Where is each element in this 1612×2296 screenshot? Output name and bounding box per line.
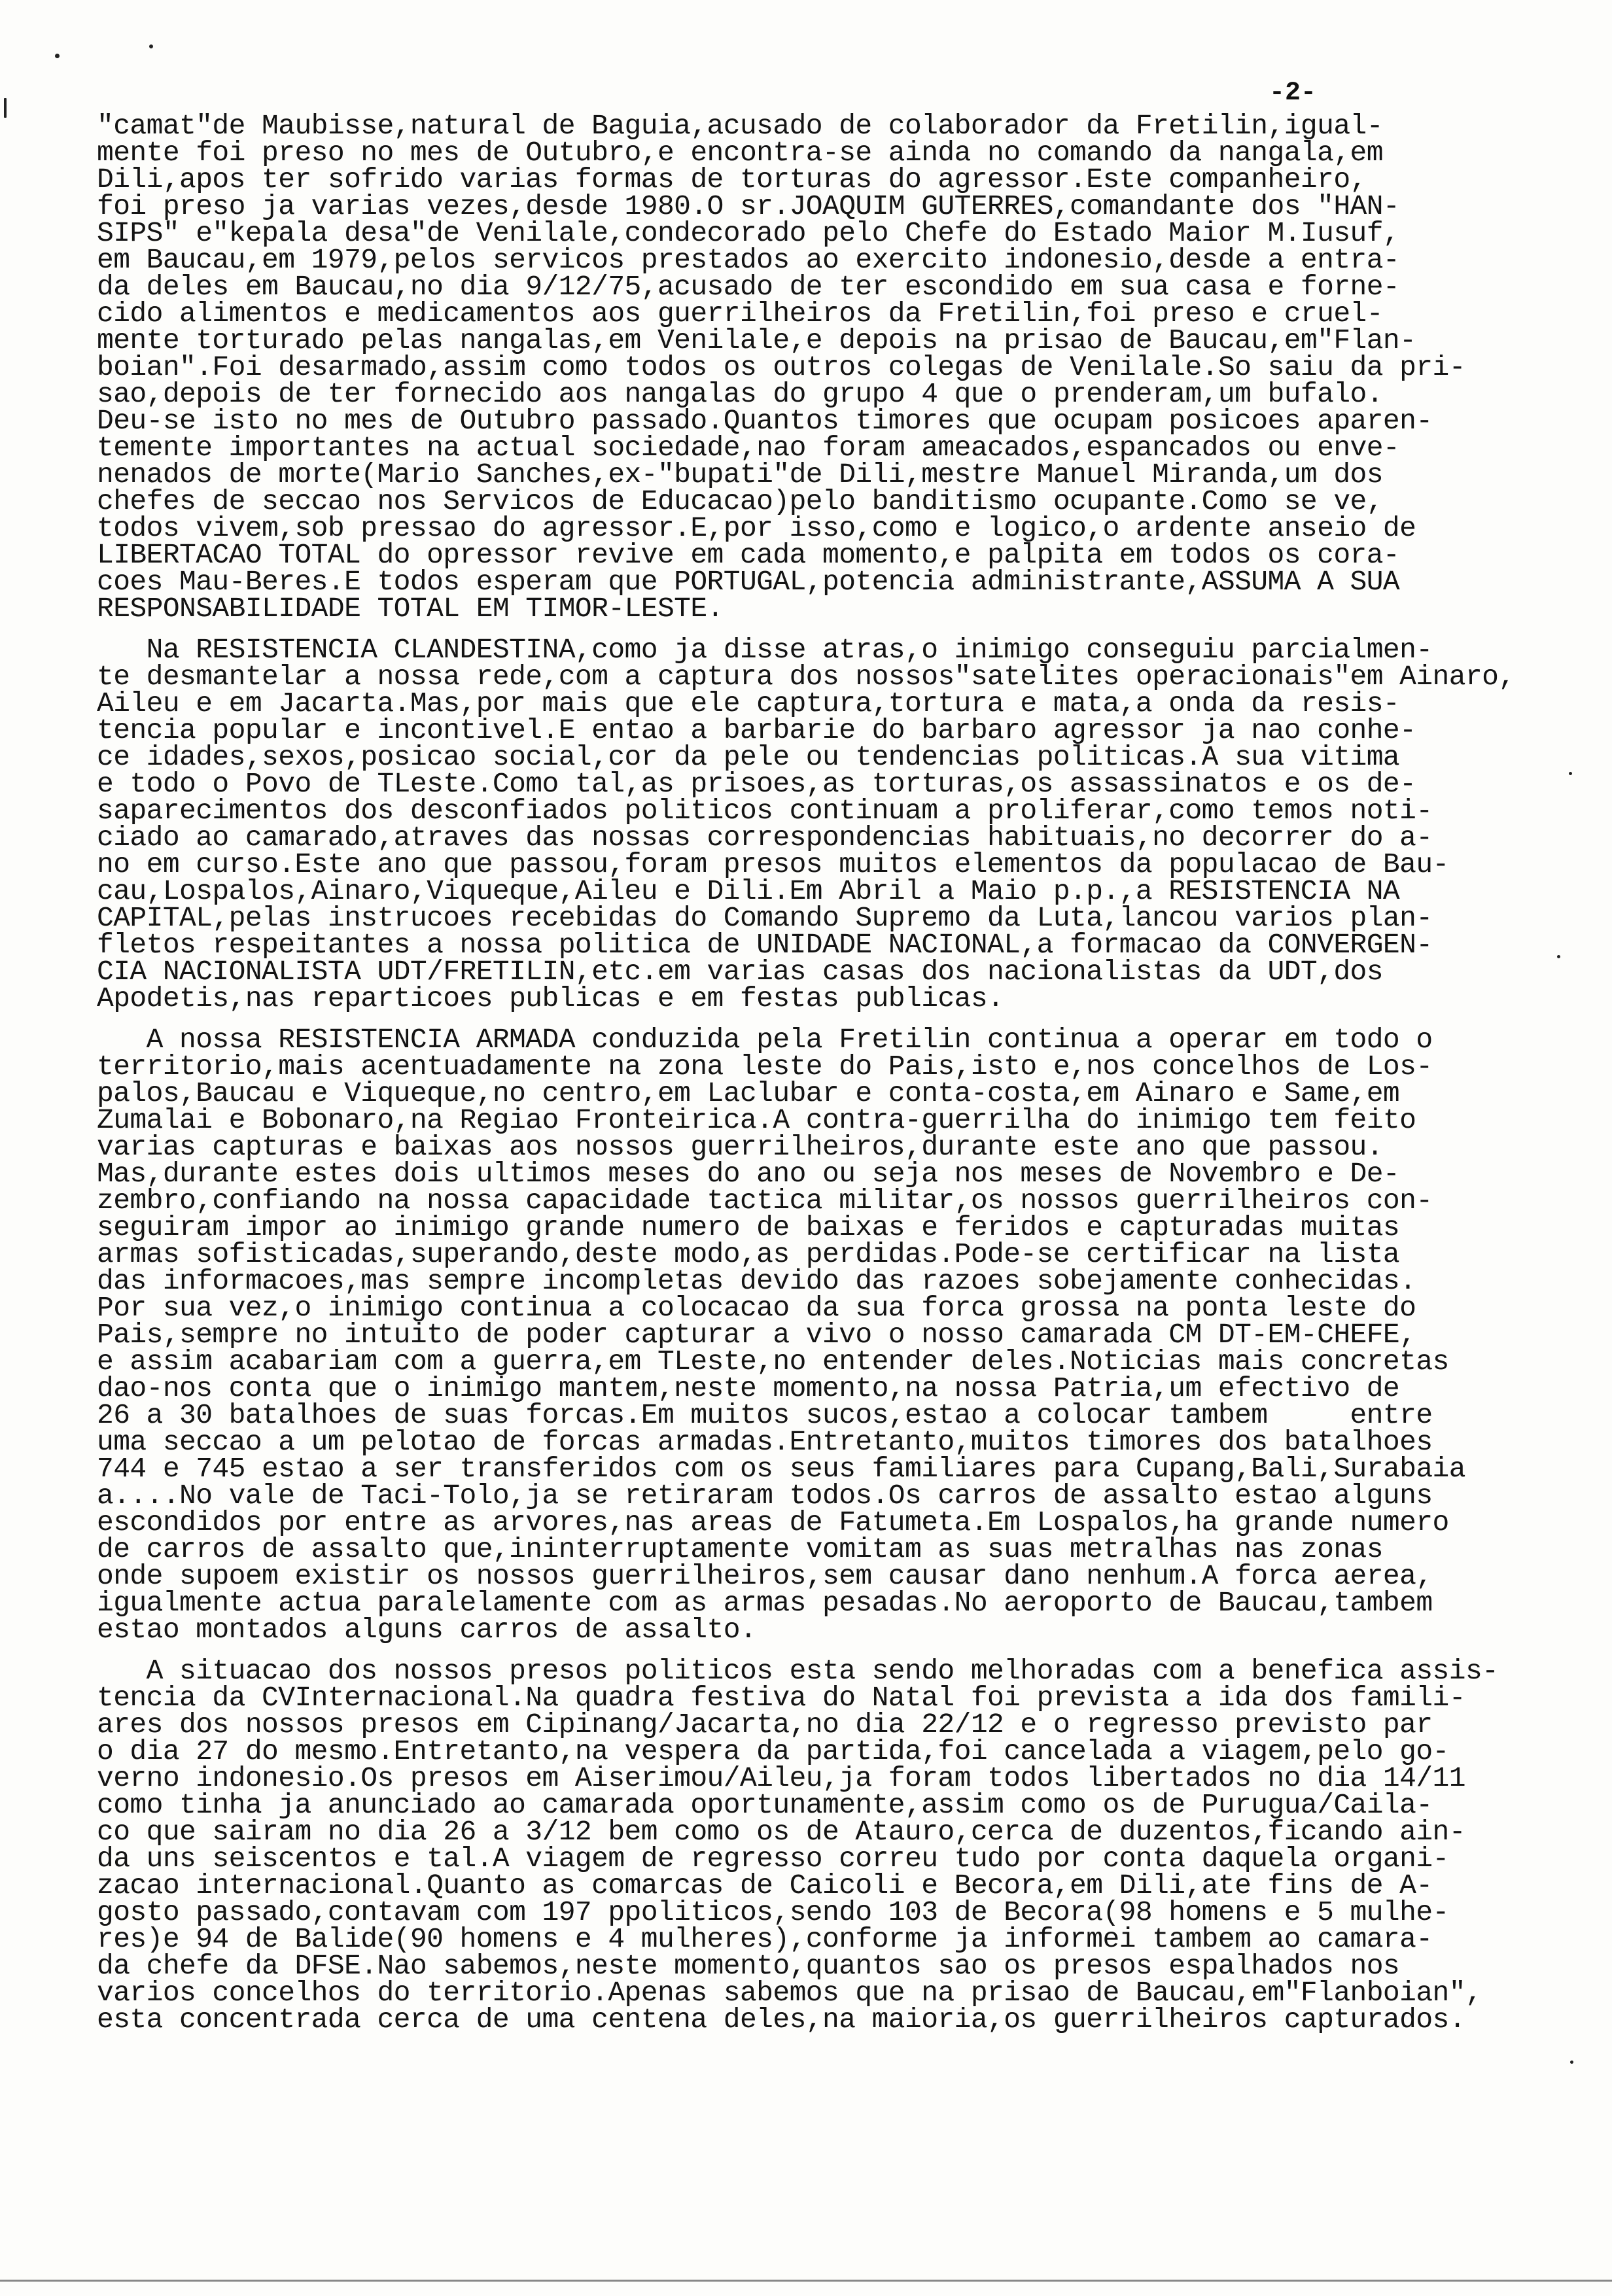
text-line: foi preso ja varias vezes,desde 1980.O sr.JOAQUIM GUTERRES,comandante dos "HAN-	[97, 190, 1400, 222]
text-line: sao,depois de ter fornecido aos nangalas do grupo 4 que o prenderam,um bufalo.	[97, 378, 1383, 410]
text-line: varias capturas e baixas aos nossos guerrilheiros,durante este ano que passou.	[97, 1131, 1383, 1163]
text-line: cido alimentos e medicamentos aos guerrilheiros da Fretilin,foi preso e cruel-	[97, 298, 1383, 330]
text-line: verno indonesio.Os presos em Aiserimou/Aileu,ja foram todos libertados no dia 14/11	[97, 1762, 1465, 1794]
text-line: e todo o Povo de TLeste.Como tal,as prisoes,as torturas,os assassinatos e os de-	[97, 768, 1416, 800]
text-line: palos,Baucau e Viqueque,no centro,em Laclubar e conta-costa,em Ainaro e Same,em	[97, 1077, 1400, 1109]
page-number: -2-	[1269, 78, 1317, 108]
text-line: Zumalai e Bobonaro,na Regiao Fronteirica.A contra-guerrilha do inimigo tem feito	[97, 1104, 1416, 1136]
text-line: da deles em Baucau,no dia 9/12/75,acusado de ter escondido em sua casa e forne-	[97, 271, 1400, 303]
text-line: boian".Foi desarmado,assim como todos os outros colegas de Venilale.So saiu da pri-	[97, 351, 1465, 383]
text-line: Dili,apos ter sofrido varias formas de torturas do agressor.Este companheiro,	[97, 164, 1367, 196]
text-line: Apodetis,nas reparticoes publicas e em festas publicas.	[97, 983, 1004, 1015]
page-edge-line	[0, 2280, 1612, 2282]
text-line: seguiram impor ao inimigo grande numero de baixas e feridos e capturadas muitas	[97, 1211, 1400, 1244]
text-line: onde supoem existir os nossos guerrilheiros,sem causar dano nenhum.A forca aerea,	[97, 1560, 1433, 1592]
text-line: 26 a 30 batalhoes de suas forcas.Em muitos sucos,estao a colocar tambem entre	[97, 1399, 1433, 1431]
text-line: temente importantes na actual sociedade,nao foram ameacados,espancados ou enve-	[97, 432, 1400, 464]
scan-speck	[55, 54, 60, 58]
text-line: Por sua vez,o inimigo continua a colocacao da sua forca grossa na ponta leste do	[97, 1292, 1416, 1324]
text-line: Na RESISTENCIA CLANDESTINA,como ja disse atras,o inimigo conseguiu parcialmen-	[97, 634, 1433, 666]
text-line: no em curso.Este ano que passou,foram presos muitos elementos da populacao de Bau-	[97, 848, 1449, 880]
text-line: zacao internacional.Quanto as comarcas de Caicoli e Becora,em Dili,ate fins de A-	[97, 1870, 1433, 1902]
text-line: A nossa RESISTENCIA ARMADA conduzida pela Fretilin continua a operar em todo o	[97, 1024, 1433, 1056]
text-line: res)e 94 de Balide(90 homens e 4 mulheres),conforme ja informei tambem ao camara-	[97, 1923, 1433, 1955]
text-line: SIPS" e"kepala desa"de Venilale,condecorado pelo Chefe do Estado Maior M.Iusuf,	[97, 217, 1400, 249]
text-line: Pais,sempre no intuito de poder capturar a vivo o nosso camarada CM DT-EM-CHEFE,	[97, 1319, 1416, 1351]
text-line: armas sofisticadas,superando,deste modo,as perdidas.Pode-se certificar na lista	[97, 1238, 1400, 1270]
paragraph-3	[97, 1024, 1523, 1646]
text-line: Aileu e em Jacarta.Mas,por mais que ele captura,tortura e mata,a onda da resis-	[97, 687, 1400, 720]
text-line: co que sairam no dia 26 a 3/12 bem como os de Atauro,cerca de duzentos,ficando ain-	[97, 1816, 1465, 1848]
text-line: te desmantelar a nossa rede,com a captura dos nossos"satelites operacionais"em Ainaro,	[97, 661, 1515, 693]
text-line: "camat"de Maubisse,natural de Baguia,acusado de colaborador da Fretilin,igual-	[97, 110, 1383, 142]
scan-speck	[1569, 772, 1572, 775]
text-line: territorio,mais acentuadamente na zona leste do Pais,isto e,nos concelhos de Los-	[97, 1051, 1433, 1083]
text-line: mente torturado pelas nangalas,em Venilale,e depois na prisao de Baucau,em"Flan-	[97, 324, 1416, 357]
text-line: A situacao dos nossos presos politicos esta sendo melhoradas com a benefica assis-	[97, 1655, 1499, 1687]
text-line: da chefe da DFSE.Nao sabemos,neste momento,quantos sao os presos espalhados nos	[97, 1950, 1400, 1982]
text-line: a....No vale de Taci-Tolo,ja se retiraram todos.Os carros de assalto estao alguns	[97, 1480, 1433, 1512]
text-line: estao montados alguns carros de assalto.	[97, 1614, 757, 1646]
text-line: fletos respeitantes a nossa politica de UNIDADE NACIONAL,a formacao da CONVERGEN-	[97, 929, 1433, 961]
text-line: saparecimentos dos desconfiados politicos continuam a proliferar,como temos noti-	[97, 795, 1433, 827]
text-line: RESPONSABILIDADE TOTAL EM TIMOR-LESTE.	[97, 593, 724, 625]
text-line: LIBERTACAO TOTAL do opressor revive em cada momento,e palpita em todos os cora-	[97, 539, 1400, 571]
text-line: varios concelhos do territorio.Apenas sabemos que na prisao de Baucau,em"Flanboian",	[97, 1977, 1482, 2009]
text-line: chefes de seccao nos Servicos de Educacao)pelo banditismo ocupante.Como se ve,	[97, 485, 1383, 517]
text-line: igualmente actua paralelamente com as armas pesadas.No aeroporto de Baucau,tambem	[97, 1587, 1433, 1619]
scan-speck	[1557, 955, 1560, 958]
paragraph-2	[97, 634, 1523, 1015]
scan-speck	[149, 44, 153, 48]
text-line: zembro,confiando na nossa capacidade tactica militar,os nossos guerrilheiros con-	[97, 1185, 1433, 1217]
paragraph-4	[97, 1655, 1523, 2036]
text-line: CIA NACIONALISTA UDT/FRETILIN,etc.em varias casas dos nacionalistas da UDT,dos	[97, 956, 1383, 988]
scan-speck	[1570, 2061, 1573, 2064]
text-line: o dia 27 do mesmo.Entretanto,na vespera da partida,foi cancelada a viagem,pelo go-	[97, 1735, 1449, 1767]
text-line: escondidos por entre as arvores,nas areas de Fatumeta.Em Lospalos,ha grande numero	[97, 1506, 1449, 1539]
text-line: 744 e 745 estao a ser transferidos com os seus familiares para Cupang,Bali,Surabaia	[97, 1453, 1465, 1485]
text-line: ares dos nossos presos em Cipinang/Jacarta,no dia 22/12 e o regresso previsto par	[97, 1709, 1433, 1741]
text-line: gosto passado,contavam com 197 ppoliticos,sendo 103 de Becora(98 homens e 5 mulhe-	[97, 1896, 1449, 1928]
text-line: e assim acabariam com a guerra,em TLeste,no entender deles.Noticias mais concretas	[97, 1346, 1449, 1378]
text-line: Mas,durante estes dois ultimos meses do ano ou seja nos meses de Novembro e De-	[97, 1158, 1400, 1190]
text-line: CAPITAL,pelas instrucoes recebidas do Comando Supremo da Luta,lancou varios plan-	[97, 902, 1433, 934]
text-line: ce idades,sexos,posicao social,cor da pele ou tendencias politicas.A sua vitima	[97, 741, 1400, 773]
text-line: mente foi preso no mes de Outubro,e encontra-se ainda no comando da nangala,em	[97, 137, 1383, 169]
text-line: em Baucau,em 1979,pelos servicos prestados ao exercito indonesio,desde a entra-	[97, 244, 1400, 276]
text-line: cau,Lospalos,Ainaro,Viqueque,Aileu e Dili.Em Abril a Maio p.p.,a RESISTENCIA NA	[97, 875, 1400, 907]
text-line: dao-nos conta que o inimigo mantem,neste momento,na nossa Patria,um efectivo de	[97, 1372, 1400, 1404]
text-line: nenados de morte(Mario Sanches,ex-"bupati"de Dili,mestre Manuel Miranda,um dos	[97, 459, 1383, 491]
text-line: como tinha ja anunciado ao camarada oportunamente,assim como os de Purugua/Caila-	[97, 1789, 1433, 1821]
paragraph-1	[97, 110, 1523, 625]
text-line: Deu-se isto no mes de Outubro passado.Quantos timores que ocupam posicoes aparen-	[97, 405, 1433, 437]
scan-speck	[4, 98, 7, 118]
text-line: uma seccao a um pelotao de forcas armadas.Entretanto,muitos timores dos batalhoes	[97, 1426, 1433, 1458]
text-line: ciado ao camarado,atraves das nossas correspondencias habituais,no decorrer do a-	[97, 822, 1433, 854]
text-line: de carros de assalto que,ininterruptamente vomitam as suas metralhas nas zonas	[97, 1533, 1383, 1565]
text-line: tencia da CVInternacional.Na quadra festiva do Natal foi prevista a ida dos famili-	[97, 1682, 1465, 1714]
text-line: tencia popular e incontivel.E entao a barbarie do barbaro agressor ja nao conhe-	[97, 714, 1416, 746]
text-line: esta concentrada cerca de uma centena deles,na maioria,os guerrilheiros capturados.	[97, 2004, 1465, 2036]
text-line: todos vivem,sob pressao do agressor.E,por isso,como e logico,o ardente anseio de	[97, 512, 1416, 544]
text-line: das informacoes,mas sempre incompletas devido das razoes sobejamente conhecidas.	[97, 1265, 1416, 1297]
text-line: da uns seiscentos e tal.A viagem de regresso correu tudo por conta daquela organi-	[97, 1843, 1449, 1875]
text-line: coes Mau-Beres.E todos esperam que PORTUGAL,potencia administrante,ASSUMA A SUA	[97, 566, 1400, 598]
letter-body	[97, 110, 1523, 2047]
